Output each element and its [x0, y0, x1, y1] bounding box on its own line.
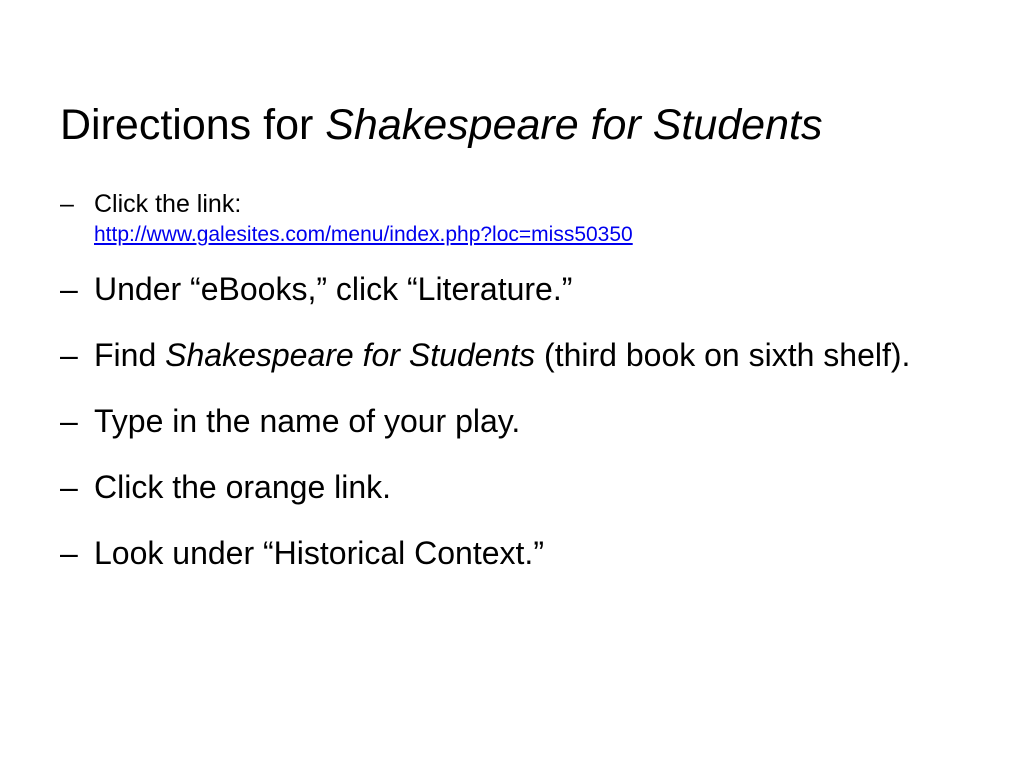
item-book-name: Shakespeare for Students: [165, 337, 536, 373]
item-text: Click the orange link.: [94, 469, 392, 505]
list-item-orange-link: [60, 460, 960, 514]
item-text: Click the link:: [94, 190, 242, 218]
item-text: Under “eBooks,” click “Literature.”: [94, 271, 573, 307]
list-item-ebooks: [60, 262, 960, 316]
list-item-historical-context: [60, 526, 960, 580]
directions-list: [60, 188, 960, 592]
bullet-dash: –: [60, 190, 74, 218]
item-text: Type in the name of your play.: [94, 403, 521, 439]
item-text-after: (third book on sixth shelf).: [535, 337, 911, 373]
bullet-dash: –: [60, 337, 78, 373]
list-item-click-link: [60, 188, 960, 250]
list-item-find-book: [60, 328, 960, 382]
list-item-type-play: [60, 394, 960, 448]
title-book-name: Shakespeare for Students: [325, 100, 823, 149]
bullet-dash: –: [60, 403, 78, 439]
item-text: Look under “Historical Context.”: [94, 535, 544, 571]
bullet-dash: –: [60, 469, 78, 505]
title-prefix: Directions for: [60, 100, 326, 149]
galesites-link[interactable]: http://www.galesites.com/menu/index.php?loc=miss50350: [94, 223, 633, 246]
bullet-dash: –: [60, 535, 78, 571]
item-text-before: Find: [94, 337, 166, 373]
slide-title: [60, 95, 990, 155]
bullet-dash: –: [60, 271, 78, 307]
